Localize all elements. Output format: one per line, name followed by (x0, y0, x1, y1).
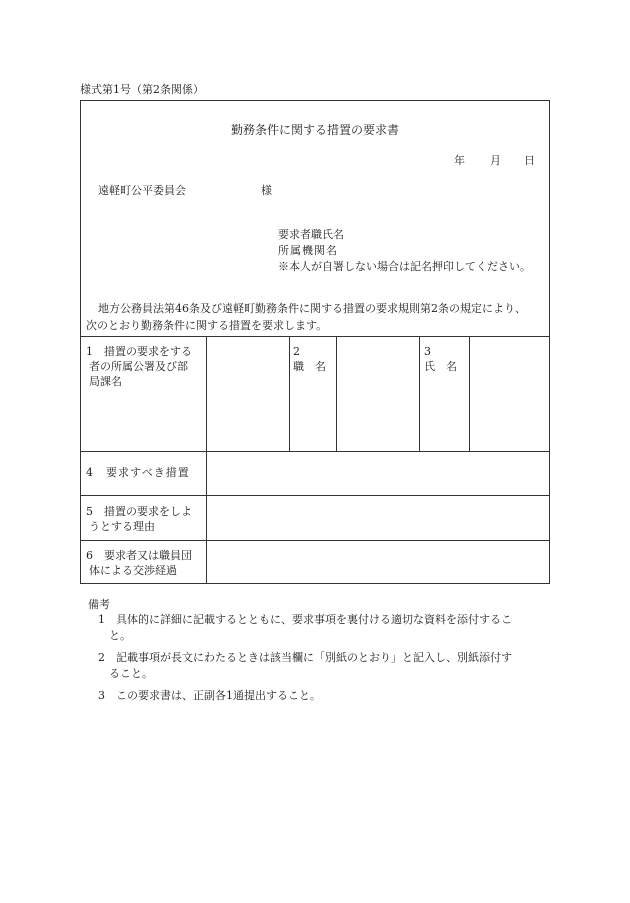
form-number: 様式第1号（第2条関係） (80, 83, 204, 96)
table-top-rule (81, 336, 549, 337)
date-month: 月 (490, 154, 501, 167)
col3-left-rule (419, 336, 420, 451)
addressee: 遠軽町公平委員会 (98, 184, 186, 197)
job-title-number: 2 (293, 345, 300, 358)
requested-measure-label: 4 要求すべき措置 (86, 466, 190, 479)
col2-label-rule (336, 336, 337, 451)
reason-label-line1: 5 措置の要求をしよ (86, 505, 192, 518)
note-number: 3 (98, 689, 105, 702)
row-divider-4 (81, 451, 549, 452)
requester-affiliation-label: 所属機関名 (278, 244, 338, 257)
negotiation-label-line2: 体による交渉経過 (89, 564, 177, 577)
label-column-rule (206, 336, 207, 584)
note-text-line1: 記載事項が長文にわたるときは該当欄に「別紙のとおり」と記入し、別紙添付す (116, 651, 512, 664)
job-title-label-cell (293, 344, 326, 374)
date-year: 年 (454, 154, 465, 167)
col3-label-rule (469, 336, 470, 451)
note-number: 2 (98, 651, 105, 664)
notes-title: 備考 (88, 598, 110, 611)
note-text-line2: と。 (109, 629, 131, 642)
row-divider-6 (81, 540, 549, 541)
department-label-line1: 措置の要求をする (104, 345, 192, 358)
date-day: 日 (524, 154, 535, 167)
reason-label (86, 504, 206, 534)
job-title-label: 職 名 (293, 360, 326, 373)
department-label-number: 1 (86, 345, 93, 358)
col2-left-rule (289, 336, 290, 451)
negotiation-history-label (86, 548, 206, 578)
reason-label-line2: うとする理由 (89, 520, 155, 533)
note-number: 1 (98, 613, 105, 626)
honorific: 様 (261, 184, 272, 197)
department-label-line3: 局課名 (89, 375, 122, 388)
request-statement-line1: 地方公務員法第46条及び遠軽町勤務条件に関する措置の要求規則第2条の規定により、 (98, 302, 526, 315)
department-label-cell (86, 344, 204, 389)
department-label-line2: 者の所属公署及び部 (89, 360, 188, 373)
note-item (98, 688, 550, 704)
note-text-line1: この要求書は、正副各1通提出すること。 (116, 689, 321, 702)
note-text-line1: 具体的に詳細に記載するとともに、要求事項を裏付ける適切な資料を添付するこ (116, 613, 512, 626)
negotiation-label-line1: 6 要求者又は職員団 (86, 549, 192, 562)
full-name-label: 氏 名 (424, 360, 457, 373)
note-item (98, 650, 550, 682)
full-name-label-cell (424, 344, 457, 374)
row-divider-5 (81, 495, 549, 496)
note-text-line2: ること。 (109, 667, 153, 680)
requester-name-label: 要求者職氏名 (278, 228, 344, 241)
note-item (98, 612, 550, 644)
full-name-number: 3 (424, 345, 431, 358)
request-form-frame (80, 100, 550, 584)
form-title: 勤務条件に関する措置の要求書 (230, 123, 399, 137)
requester-signature-note: ※本人が自署しない場合は記名押印してください。 (278, 260, 531, 273)
request-statement-line2: 次のとおり勤務条件に関する措置を要求します。 (86, 319, 328, 332)
